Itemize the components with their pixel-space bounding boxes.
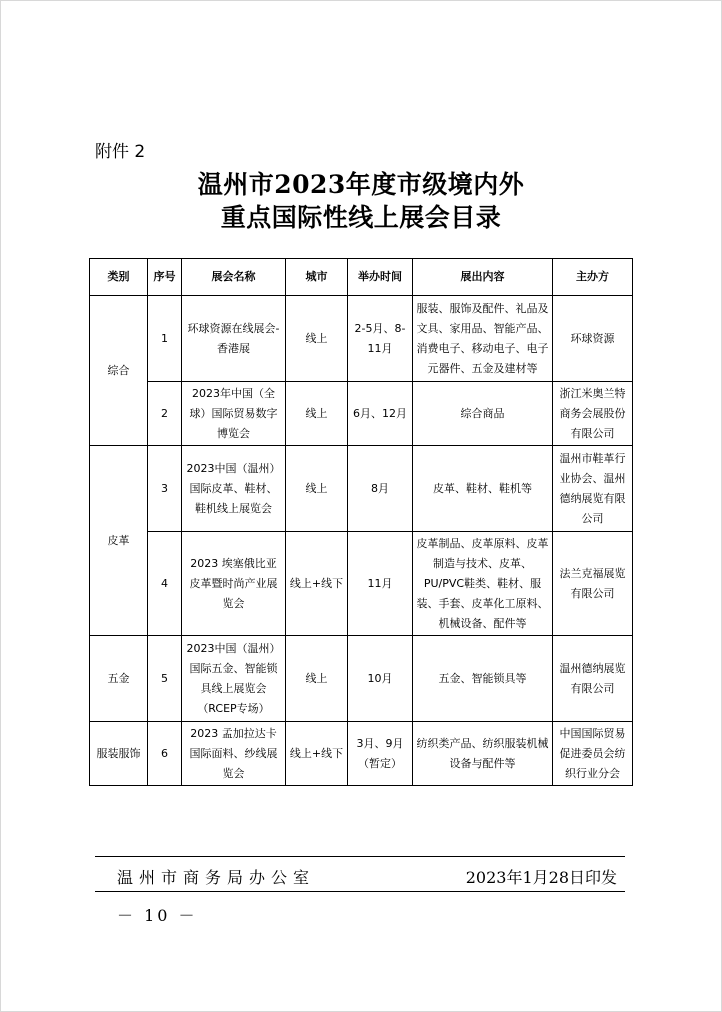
table-row xyxy=(90,722,633,786)
header-organizer: 主办方 xyxy=(553,259,633,296)
name-cell: 2023 孟加拉达卡国际面料、纱线展览会 xyxy=(182,722,286,786)
header-content: 展出内容 xyxy=(413,259,553,296)
number-cell: 4 xyxy=(148,532,182,636)
content-cell: 五金、智能锁具等 xyxy=(413,636,553,722)
number-cell: 5 xyxy=(148,636,182,722)
issuing-office: 温州市商务局办公室 xyxy=(117,868,316,887)
time-cell: 3月、9月（暂定） xyxy=(348,722,413,786)
content-cell: 皮革、鞋材、鞋机等 xyxy=(413,446,553,532)
page-number: － 10 － xyxy=(117,906,198,925)
category-cell: 综合 xyxy=(90,296,148,446)
name-cell: 2023中国（温州）国际五金、智能锁具线上展览会（RCEP专场） xyxy=(182,636,286,722)
table-row xyxy=(90,636,633,722)
number-cell: 3 xyxy=(148,446,182,532)
issue-date: 2023年1月28日印发 xyxy=(465,868,617,887)
number-cell: 2 xyxy=(148,382,182,446)
header-time: 举办时间 xyxy=(348,259,413,296)
number-cell: 6 xyxy=(148,722,182,786)
organizer-cell: 环球资源 xyxy=(553,296,633,382)
attachment-label: 附件 2 xyxy=(95,142,146,162)
name-cell: 2023 埃塞俄比亚皮革暨时尚产业展览会 xyxy=(182,532,286,636)
city-cell: 线上 xyxy=(286,296,348,382)
category-cell: 皮革 xyxy=(90,446,148,636)
organizer-cell: 浙江米奥兰特商务会展股份有限公司 xyxy=(553,382,633,446)
footer-top-rule xyxy=(95,856,625,857)
name-cell: 2023中国（温州）国际皮革、鞋材、鞋机线上展览会 xyxy=(182,446,286,532)
city-cell: 线上 xyxy=(286,446,348,532)
city-cell: 线上+线下 xyxy=(286,722,348,786)
time-cell: 8月 xyxy=(348,446,413,532)
category-cell: 五金 xyxy=(90,636,148,722)
city-cell: 线上+线下 xyxy=(286,532,348,636)
table-row xyxy=(90,296,633,382)
city-cell: 线上 xyxy=(286,382,348,446)
header-number: 序号 xyxy=(148,259,182,296)
content-cell: 服装、服饰及配件、礼品及文具、家用品、智能产品、消费电子、移动电子、电子元器件、五金及建材等 xyxy=(413,296,553,382)
organizer-cell: 中国国际贸易促进委员会纺织行业分会 xyxy=(553,722,633,786)
header-category: 类别 xyxy=(90,259,148,296)
footer-bottom-rule xyxy=(95,891,625,892)
content-cell: 综合商品 xyxy=(413,382,553,446)
number-cell: 1 xyxy=(148,296,182,382)
page-title-line-1: 温州市2023年度市级境内外 xyxy=(197,170,525,199)
organizer-cell: 温州市鞋革行业协会、温州德纳展览有限公司 xyxy=(553,446,633,532)
time-cell: 10月 xyxy=(348,636,413,722)
header-city: 城市 xyxy=(286,259,348,296)
organizer-cell: 法兰克福展览有限公司 xyxy=(553,532,633,636)
table-row xyxy=(90,446,633,532)
city-cell: 线上 xyxy=(286,636,348,722)
category-cell: 服装服饰 xyxy=(90,722,148,786)
header-name: 展会名称 xyxy=(182,259,286,296)
organizer-cell: 温州德纳展览有限公司 xyxy=(553,636,633,722)
table-row xyxy=(90,532,633,636)
time-cell: 2-5月、8-11月 xyxy=(348,296,413,382)
name-cell: 2023年中国（全球）国际贸易数字博览会 xyxy=(182,382,286,446)
time-cell: 6月、12月 xyxy=(348,382,413,446)
name-cell: 环球资源在线展会-香港展 xyxy=(182,296,286,382)
content-cell: 皮革制品、皮革原料、皮革制造与技术、皮革、PU/PVC鞋类、鞋材、服装、手套、皮革化工原料、机械设备、配件等 xyxy=(413,532,553,636)
time-cell: 11月 xyxy=(348,532,413,636)
exhibition-table xyxy=(89,258,633,786)
content-cell: 纺织类产品、纺织服装机械设备与配件等 xyxy=(413,722,553,786)
page-title-line-2: 重点国际性线上展会目录 xyxy=(220,203,502,232)
table-row xyxy=(90,382,633,446)
table-header-row xyxy=(90,259,633,296)
